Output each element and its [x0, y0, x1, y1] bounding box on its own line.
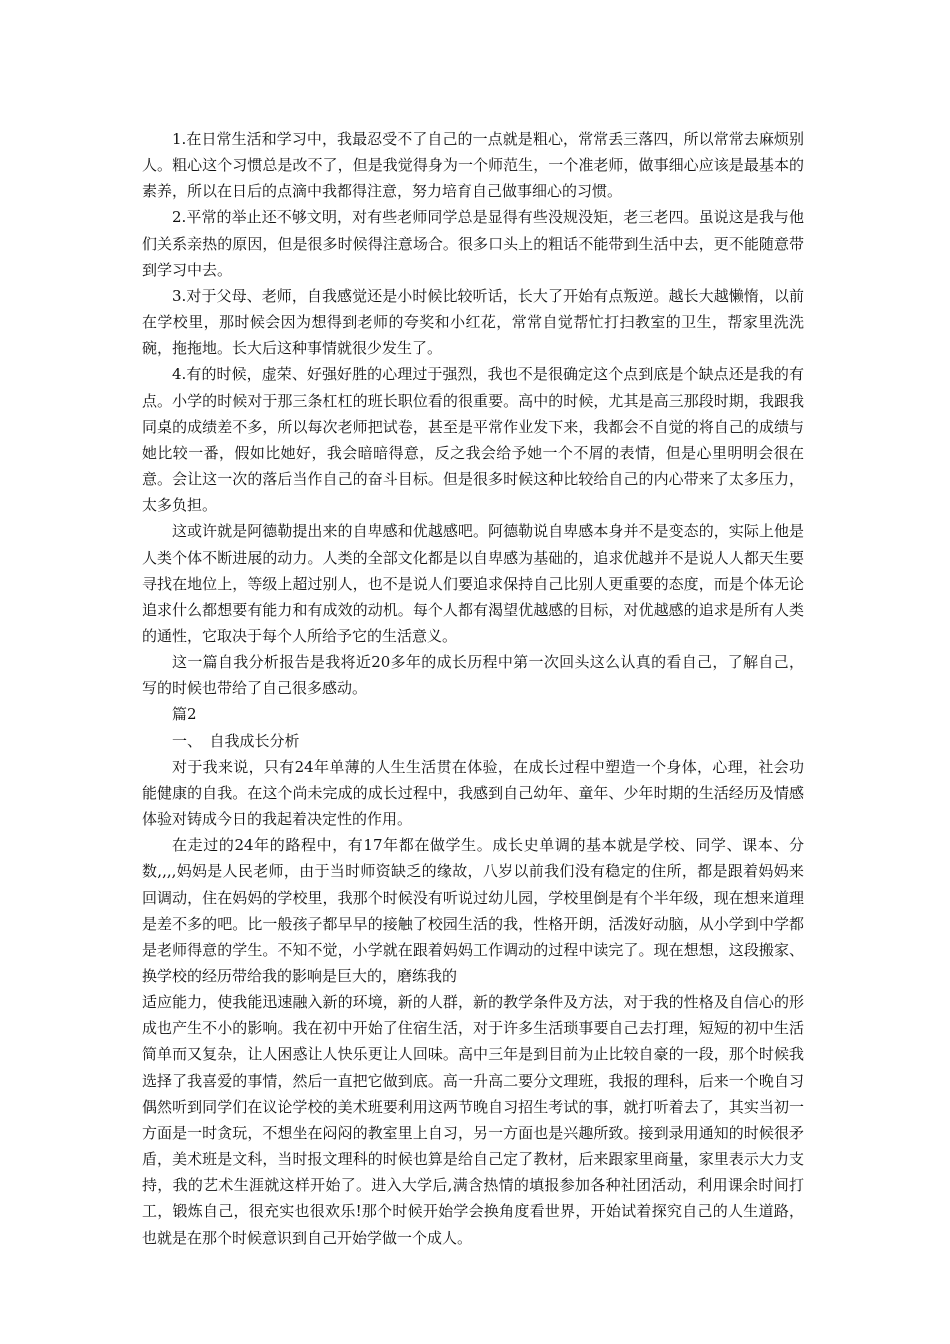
- document-page: [142, 126, 804, 1251]
- paragraph-2: 2.平常的举止还不够文明，对有些老师同学总是显得有些没规没矩，老三老四。虽说这是我与他们关系亲热的原因，但是很多时候得注意场合。很多口头上的粗话不能带到生活中去，更不能随意带到学习中去。: [142, 208, 804, 279]
- paragraph-5: 这或许就是阿德勒提出来的自卑感和优越感吧。阿德勒说自卑感本身并不是变态的，实际上他是人类个体不断进展的动力。人类的全部文化都是以自卑感为基础的，追求优越并不是说人人都天生要寻找在地位上，等级上超过别人，也不是说人们要追求保持自己比别人更重要的态度，而是个体无论追求什么都想要有能力和有成效的动机。每个人都有渴望优越感的目标，对优越感的追求是所有人类的通性，它取决于每个人所给予它的生活意义。: [142, 522, 804, 645]
- paragraph-4: 4.有的时候，虚荣、好强好胜的心理过于强烈，我也不是很确定这个点到底是个缺点还是我的有点。小学的时候对于那三条杠杠的班长职位看的很重要。高中的时候，尤其是高三那段时期，我跟我同桌的成绩差不多，所以每次老师把试卷，甚至是平常作业发下来，我都会不自觉的将自己的成绩与她比较一番，假如比她好，我会暗暗得意，反之我会给予她一个不屑的表情，但是心里明明会很在意。会让这一次的落后当作自己的奋斗目标。但是很多时候这种比较给自己的内心带来了太多压力，太多负担。: [142, 365, 804, 515]
- paragraph-1: 1.在日常生活和学习中，我最忍受不了自己的一点就是粗心，常常丢三落四，所以常常去麻烦别人。粗心这个习惯总是改不了，但是我觉得身为一个师范生，一个准老师，做事细心应该是最基本的素养，所以在日后的点滴中我都得注意，努力培育自己做事细心的习惯。: [142, 130, 804, 201]
- paragraph-8: 在走过的24年的路程中，有17年都在做学生。成长史单调的基本就是学校、同学、课本、分数,,,,妈妈是人民老师，由于当时师资缺乏的缘故，八岁以前我们没有稳定的住所，都是跟着妈妈来回调动，住在妈妈的学校里，我那个时候没有听说过幼儿园，学校里倒是有个半年级，现在想来道理是差不多的吧。比一般孩子都早早的接触了校园生活的我，性格开朗，活泼好动脑，从小学到中学都是老师得意的学生。不知不觉，小学就在跟着妈妈工作调动的过程中读完了。现在想想，这段搬家、换学校的经历带给我的影响是巨大的，磨练我的: [142, 836, 804, 985]
- paragraph-6: 这一篇自我分析报告是我将近20多年的成长历程中第一次回头这么认真的看自己，了解自己，写的时候也带给了自己很多感动。: [142, 653, 804, 698]
- paragraph-9-continued: 适应能力，使我能迅速融入新的环境，新的人群，新的教学条件及方法，对于我的性格及自信心的形成也产生不小的影响。我在初中开始了住宿生活，对于许多生活琐事要自己去打理，短短的初中生活简单而又复杂，让人困惑让人快乐更让人回味。高中三年是到目前为止比较自豪的一段，那个时候我选择了我喜爱的事情，然后一直把它做到底。高一升高二要分文理班，我报的理科，后来一个晚自习偶然听到同学们在议论学校的美术班要利用这两节晚自习招生考试的事，就打听着去了，其实当初一方面是一时贪玩，不想坐在闷闷的教室里上自习，另一方面也是兴趣所致。接到录用通知的时候很矛盾，美术班是文科，当时报文理科的时候也算是给自己定了教材，后来跟家里商量，家里表示大力支持，我的艺术生涯就这样开始了。进入大学后,满含热情的填报参加各种社团活动，利用课余时间打工，锻炼自己，很充实也很欢乐!那个时候开始学会换角度看世界，开始试着探究自己的人生道路，也就是在那个时候意识到自己开始学做一个成人。: [142, 993, 804, 1247]
- section-heading: 一、 自我成长分析: [172, 731, 300, 750]
- paragraph-3: 3.对于父母、老师，自我感觉还是小时候比较听话，长大了开始有点叛逆。越长大越懒惰，以前在学校里，那时候会因为想得到老师的夸奖和小红花，常常自觉帮忙打扫教室的卫生，帮家里洗洗碗，拖拖地。长大后这种事情就很少发生了。: [142, 286, 804, 358]
- section-label: 篇2: [172, 705, 197, 724]
- paragraph-7: 对于我来说，只有24年单薄的人生生活贯在体验，在成长过程中塑造一个身体，心理，社会功能健康的自我。在这个尚未完成的成长过程中，我感到自己幼年、童年、少年时期的生活经历及情感体验对铸成今日的我起着决定性的作用。: [142, 757, 804, 829]
